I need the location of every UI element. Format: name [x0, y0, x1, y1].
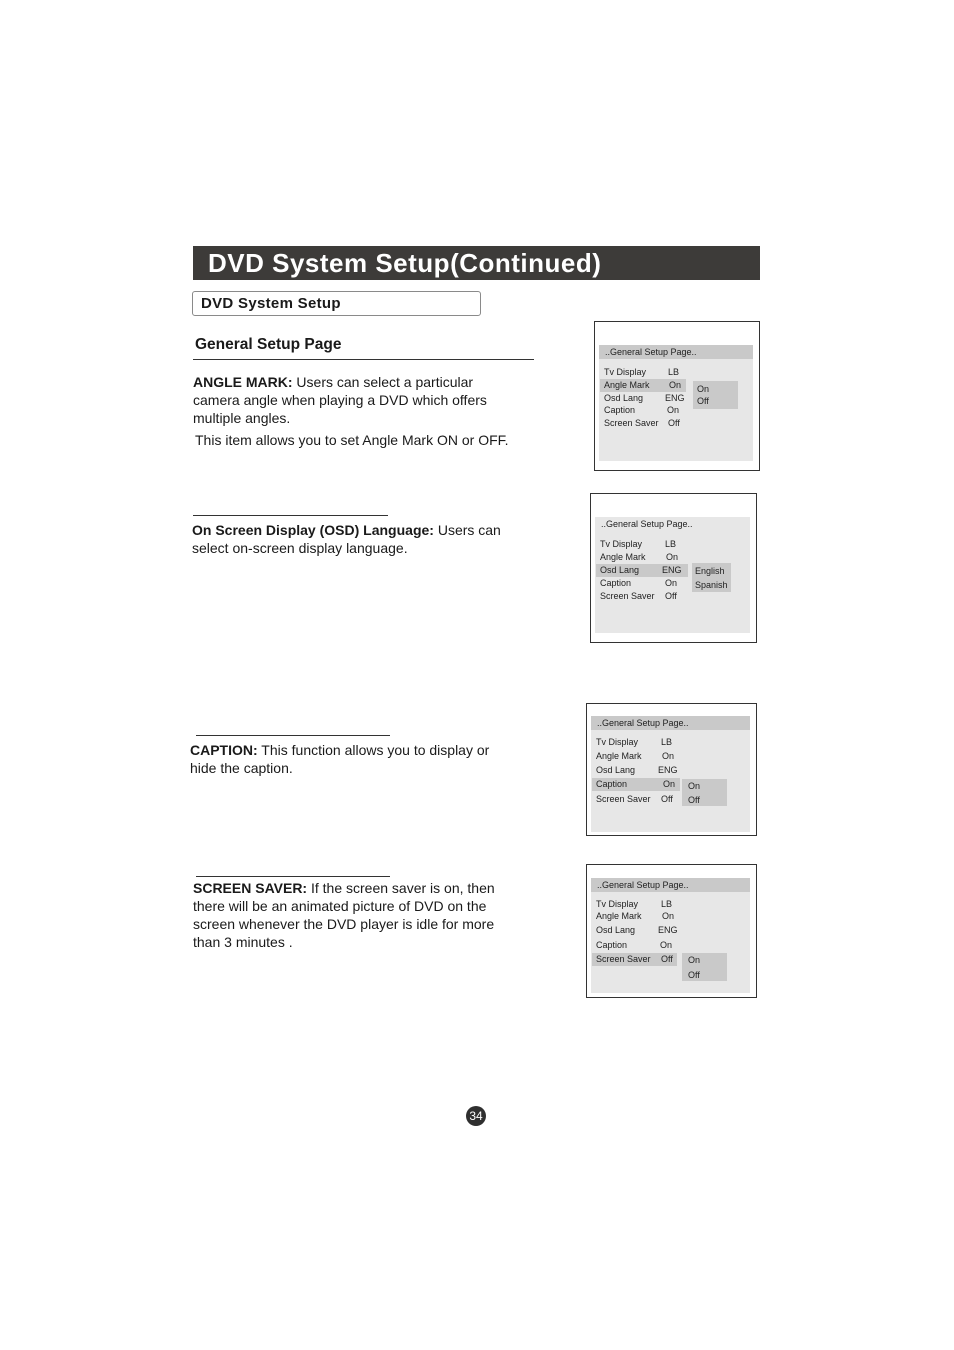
menu-panel [595, 517, 750, 633]
menu-row: Tv Display LB [596, 737, 673, 747]
screen-saver-text: If the screen saver is on, then there will be an animated picture of DVD on the screen whenever the DVD player is idle for more than 3 minutes . [193, 880, 495, 950]
menu-row-selected: Osd Lang ENG [596, 564, 688, 577]
caption-term: CAPTION: [190, 742, 258, 758]
general-setup-heading: General Setup Page [195, 336, 342, 353]
menu-row: Osd Lang ENG [604, 393, 685, 403]
menu-screenshot-caption [586, 703, 757, 836]
section-label-box [192, 291, 481, 316]
menu-header: ..General Setup Page.. [599, 345, 753, 359]
on-off-popup: On Off [693, 381, 738, 409]
page-title-bar [193, 246, 760, 280]
language-popup: English Spanish [692, 563, 731, 592]
section-rule [196, 876, 390, 877]
menu-row: Screen Saver Off [600, 591, 677, 601]
menu-row: Osd Lang ENG [596, 765, 678, 775]
angle-mark-paragraph [193, 373, 523, 427]
menu-row: Caption On [600, 578, 678, 588]
heading-rule [193, 359, 534, 360]
menu-row: Screen Saver Off [604, 418, 680, 428]
menu-header: ..General Setup Page.. [591, 878, 750, 892]
osd-text: Users can select on-screen display language. [192, 522, 501, 556]
menu-screenshot-osd [590, 493, 757, 643]
screen-saver-term: SCREEN SAVER: [193, 880, 308, 896]
menu-row: Angle Mark On [596, 911, 675, 921]
page-number: 34 [466, 1106, 486, 1126]
section-label: DVD System Setup [201, 295, 341, 312]
menu-row: Tv Display LB [596, 899, 673, 909]
angle-mark-text: Users can select a particular camera angle when playing a DVD which offers multiple angles. [193, 374, 487, 426]
menu-row: Angle Mark On [600, 552, 679, 562]
page-title: DVD System Setup(Continued) [208, 248, 602, 278]
osd-term: On Screen Display (OSD) Language: [192, 522, 434, 538]
angle-mark-term: ANGLE MARK: [193, 374, 293, 390]
menu-row: Caption On [604, 405, 680, 415]
caption-text: This function allows you to display or hide the caption. [190, 742, 490, 776]
menu-row-selected: Angle Mark On [600, 379, 686, 392]
menu-panel [599, 345, 753, 461]
menu-screenshot-angle [594, 321, 760, 471]
menu-panel [591, 878, 750, 993]
menu-row: Tv Display LB [604, 367, 680, 377]
menu-row: Screen Saver Off [596, 794, 673, 804]
section-rule [193, 515, 388, 516]
section-rule [196, 735, 390, 736]
menu-screenshot-screen-saver [586, 864, 757, 998]
menu-row: Angle Mark On [596, 751, 675, 761]
menu-row: Osd Lang ENG [596, 925, 678, 935]
menu-row-selected: Caption On [592, 778, 680, 791]
menu-panel [591, 716, 750, 832]
angle-mark-note: This item allows you to set Angle Mark ON or OFF. [195, 432, 509, 448]
menu-row: Tv Display LB [600, 539, 677, 549]
on-off-popup: On Off [682, 953, 727, 981]
menu-row: Caption On [596, 940, 673, 950]
on-off-popup: On Off [682, 779, 727, 806]
caption-paragraph [190, 741, 510, 777]
menu-row-selected: Screen Saver Off [592, 953, 677, 966]
menu-header: ..General Setup Page.. [595, 517, 750, 531]
screen-saver-paragraph [193, 879, 513, 951]
osd-paragraph [192, 521, 507, 557]
menu-header: ..General Setup Page.. [591, 716, 750, 730]
